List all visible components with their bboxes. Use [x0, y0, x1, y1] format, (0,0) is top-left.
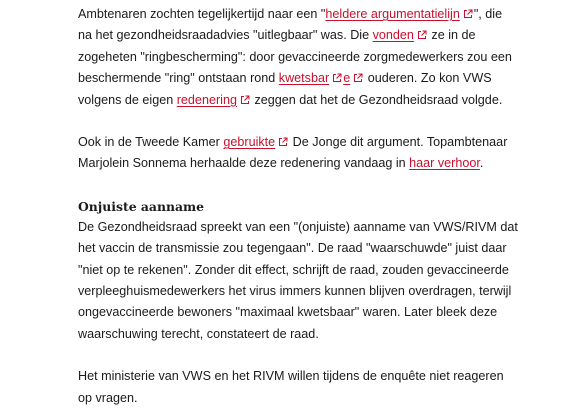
text-segment: ", die na het gezondheidsraadadvies "uitlegbaar" was. Die — [78, 7, 503, 43]
link-gebruikte[interactable]: gebruikte — [223, 135, 276, 150]
link-kwetsbar[interactable]: kwetsbar — [278, 71, 330, 86]
section-heading: Onjuiste aanname — [78, 198, 204, 214]
text-segment: ouderen. Zo kon VWS volgens de eigen — [78, 71, 492, 107]
paragraph-gezondheidsraad: De Gezondheidsraad spreekt van een "(onjuiste) aanname van VWS/RIVM dat het vaccin de transmissie zou tegengaan". De raad "waarschuwde" juist daar "niet op te rekenen". Zonder dit effect, schrijft de raad, zouden gevaccineerde verpleeghuismedewerkers het virus immers kunnen blijven overdragen, terwijl ongevaccineerde bewoners "maximaal kwetsbaar" waren. Later bleek deze waarschuwing terecht, constateert de raad. — [78, 219, 518, 341]
external-link-icon[interactable] — [417, 30, 427, 40]
paragraph-ministerie: Het ministerie van VWS en het RIVM willen tijdens de enquête niet reageren op vragen. — [78, 369, 504, 405]
link-heldere-argumentatielijn[interactable]: heldere argumentatielijn — [325, 7, 460, 21]
paragraph-ringbescherming — [78, 4, 518, 111]
external-link-icon[interactable] — [463, 9, 473, 19]
text-segment: zeggen dat het de Gezondheidsraad volgde. — [250, 92, 503, 107]
text-segment: . — [479, 156, 484, 171]
link-vonden[interactable]: vonden — [372, 28, 414, 43]
external-link-icon[interactable] — [353, 73, 363, 83]
text-segment: Ambtenaren zochten tegelijkertijd naar een " — [78, 7, 326, 21]
external-link-icon[interactable] — [240, 95, 250, 105]
link-e[interactable]: e — [343, 71, 351, 86]
link-haar-verhoor[interactable]: haar verhoor — [409, 156, 480, 171]
external-link-icon[interactable] — [278, 137, 288, 147]
article-body — [78, 4, 518, 409]
link-redenering[interactable]: redenering — [176, 92, 237, 107]
text-segment: ze in de zogeheten "ringbescherming": door gevaccineerde zorgmedewerkers zou een beschermende "ring" ontstaan rond — [78, 28, 512, 86]
text-segment: Ook in de Tweede Kamer — [78, 135, 224, 150]
external-link-icon[interactable] — [332, 73, 342, 83]
text-segment: De Jonge dit argument. Topambtenaar Marjolein Sonnema herhaalde deze redenering vandaag in — [78, 135, 508, 171]
paragraph-tweede-kamer — [78, 132, 518, 175]
